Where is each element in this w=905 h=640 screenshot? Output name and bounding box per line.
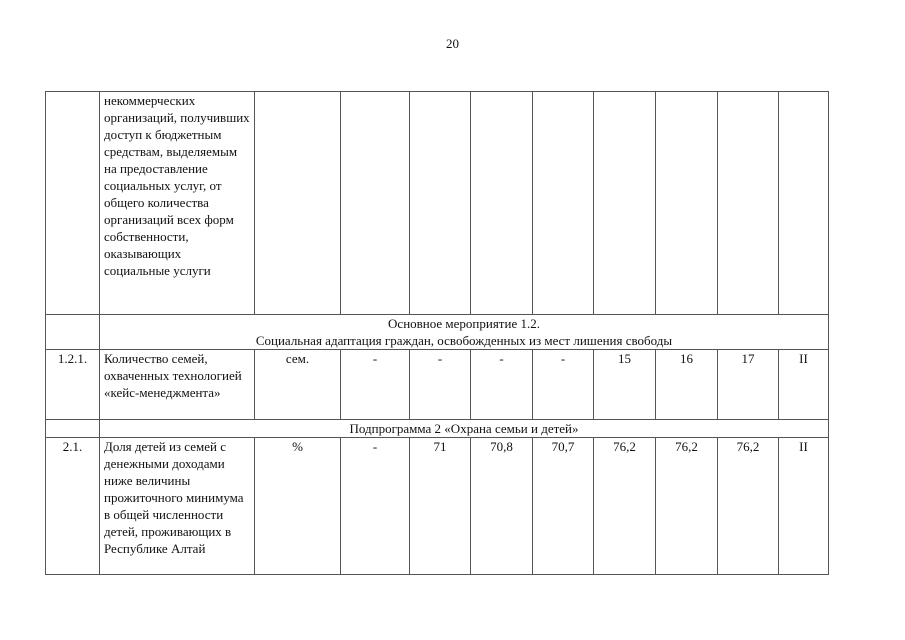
- cell-unit: %: [255, 438, 341, 575]
- cell-value: [656, 92, 718, 315]
- cell-value: [718, 92, 779, 315]
- table-row: [46, 350, 829, 420]
- cell-value: 70,8: [471, 438, 533, 575]
- table-row-continued: [46, 92, 829, 315]
- cell-value: -: [341, 438, 410, 575]
- section-title-line2: Социальная адаптация граждан, освобожденных из мест лишения свободы: [255, 333, 673, 348]
- cell-unit: [255, 92, 341, 315]
- cell-value: 76,2: [718, 438, 779, 575]
- cell-indicator-name: Количество семей, охваченных технологией «кейс-менеджмента»: [100, 350, 255, 420]
- cell-empty: [46, 315, 100, 350]
- cell-value: 76,2: [594, 438, 656, 575]
- indicators-table: [45, 91, 829, 575]
- cell-num: [46, 92, 100, 315]
- cell-value: [594, 92, 656, 315]
- cell-value: 71: [410, 438, 471, 575]
- cell-value: 76,2: [656, 438, 718, 575]
- cell-note: [779, 92, 829, 315]
- page-number: 20: [446, 36, 459, 51]
- section-header-subprogram: Подпрограмма 2 «Охрана семьи и детей»: [100, 420, 829, 438]
- cell-value: [410, 92, 471, 315]
- cell-value: [471, 92, 533, 315]
- section-title-line1: Основное мероприятие 1.2.: [388, 316, 540, 331]
- cell-value: -: [533, 350, 594, 420]
- table-row-section-header: [46, 420, 829, 438]
- cell-num: 2.1.: [46, 438, 100, 575]
- cell-value: 15: [594, 350, 656, 420]
- cell-note: II: [779, 350, 829, 420]
- cell-value: 16: [656, 350, 718, 420]
- cell-unit: сем.: [255, 350, 341, 420]
- cell-value: -: [410, 350, 471, 420]
- table-row: [46, 438, 829, 575]
- cell-value: 70,7: [533, 438, 594, 575]
- cell-value: [533, 92, 594, 315]
- table-row-section-header: [46, 315, 829, 350]
- cell-value: -: [341, 350, 410, 420]
- cell-empty: [46, 420, 100, 438]
- cell-indicator-name: Доля детей из семей с денежными доходами ниже величины прожиточного минимума в общей численности детей, проживающих в Республике Алтай: [100, 438, 255, 575]
- section-header-main-event: [100, 315, 829, 350]
- cell-value: 17: [718, 350, 779, 420]
- cell-value: [341, 92, 410, 315]
- cell-value: -: [471, 350, 533, 420]
- cell-num: 1.2.1.: [46, 350, 100, 420]
- cell-note: II: [779, 438, 829, 575]
- cell-indicator-name: некоммерческих организаций, получивших доступ к бюджетным средствам, выделяемым на предоставление социальных услуг, от общего количества организаций всех форм собственности, оказывающих социальные услуги: [100, 92, 255, 315]
